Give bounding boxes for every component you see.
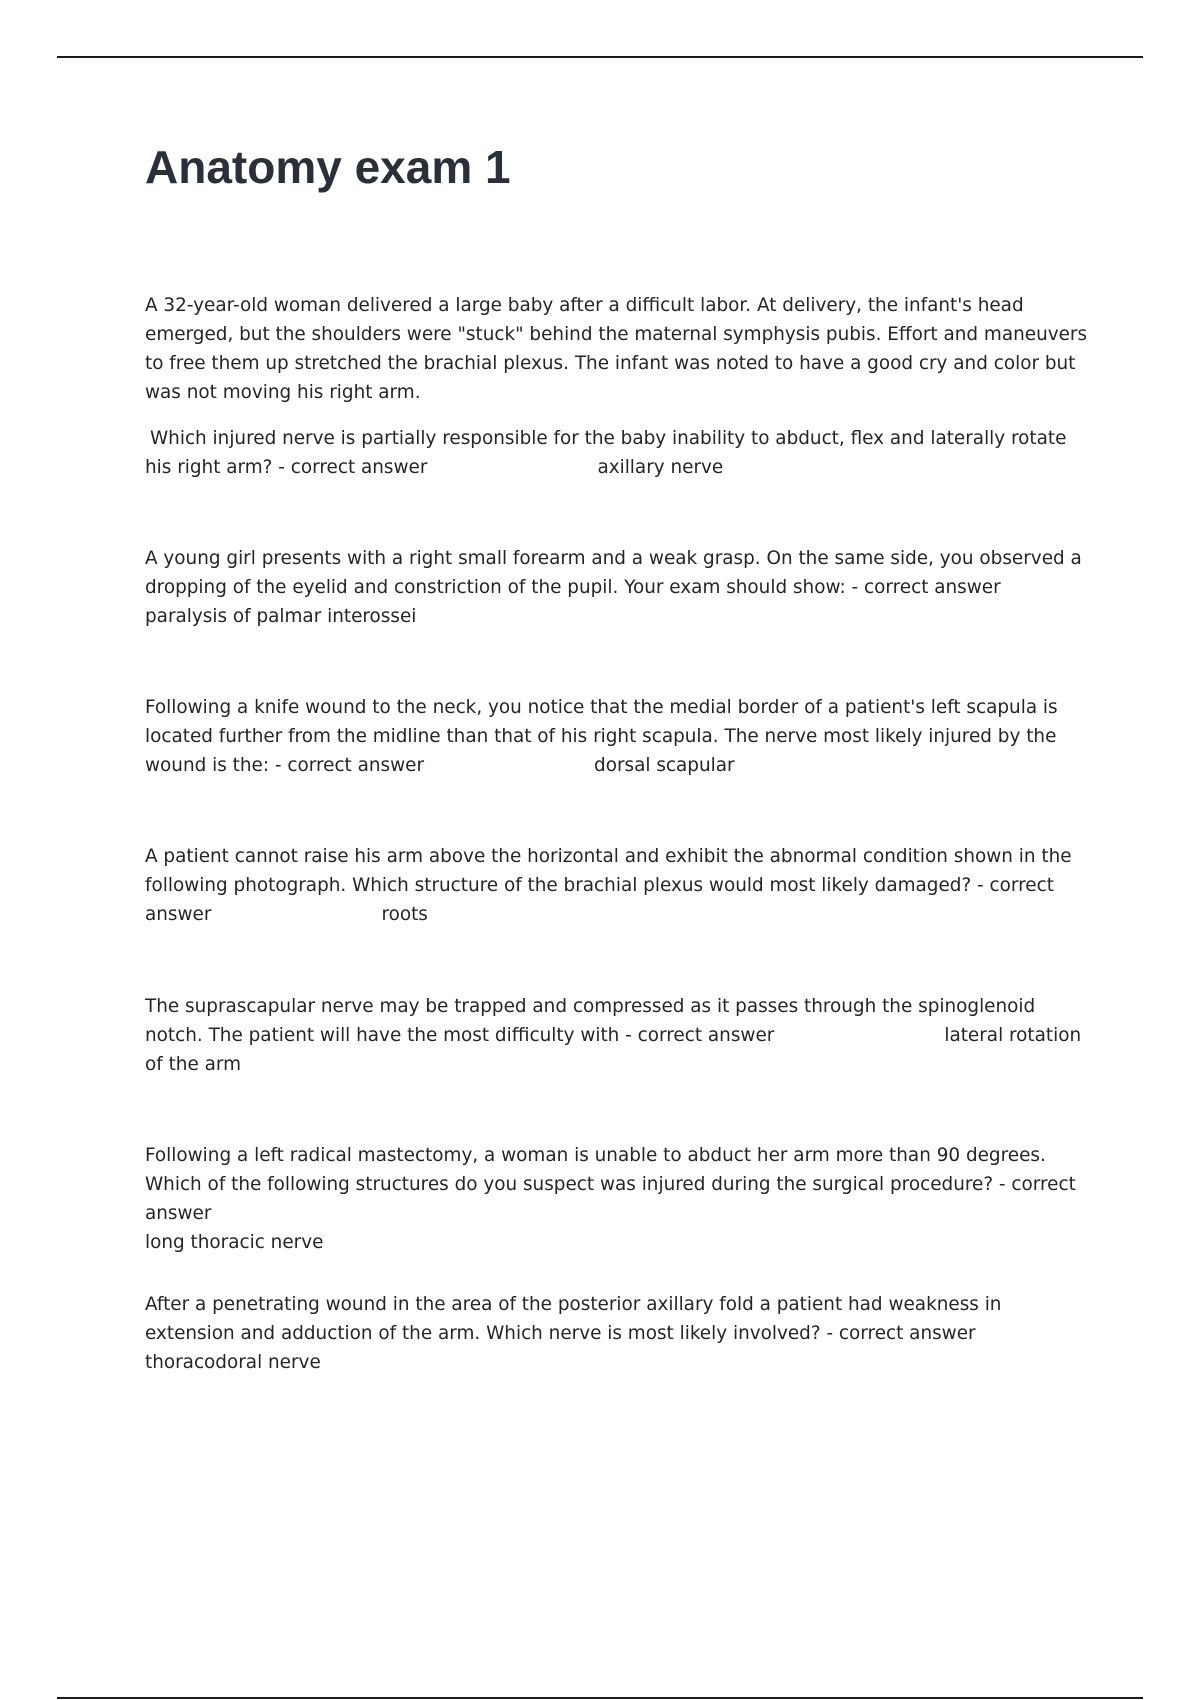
question-body: After a penetrating wound in the area of the posterior axillary fold a patient had weakness in extension and adduction of the arm. Which nerve is most likely involved? - correct answer	[145, 1294, 1002, 1344]
question-intro: A 32-year-old woman delivered a large baby after a difficult labor. At delivery, the infant's head emerged, but the shoulders were "stuck" behind the maternal symphysis pubis. Effort and maneuvers to free them up stretched the brachial plexus. The infant was noted to have a good cry and color but was not moving his right arm.	[145, 295, 1088, 403]
qa-item-2	[145, 544, 1095, 631]
question-text	[145, 842, 1095, 929]
question-text	[145, 544, 1095, 631]
answer-text: lateral rotation of the arm	[145, 1025, 1082, 1075]
answer-text: long thoracic nerve	[145, 1232, 324, 1253]
question-body: Following a knife wound to the neck, you notice that the medial border of a patient's left scapula is located further from the midline than that of his right scapula. The nerve most likely injured by the wound is the: - correct answer	[145, 697, 1058, 776]
question-body: A patient cannot raise his arm above the horizontal and exhibit the abnormal condition shown in the following photograph. Which structure of the brachial plexus would most likely damaged? - correct answer	[145, 846, 1072, 925]
question-body: A young girl presents with a right small forearm and a weak grasp. On the same side, you observed a dropping of the eyelid and constriction of the pupil. Your exam should show: - correct answer	[145, 548, 1082, 598]
qa-item-3	[145, 693, 1095, 780]
qa-item-7	[145, 1290, 1095, 1377]
question-body: Following a left radical mastectomy, a woman is unable to abduct her arm more than 90 degrees. Which of the following structures do you suspect was injured during the surgical procedure? - correct answer	[145, 1145, 1076, 1224]
answer-text: axillary nerve	[597, 457, 724, 478]
qa-item-4	[145, 842, 1095, 929]
document-title: Anatomy exam 1	[145, 141, 511, 193]
question-body: The suprascapular nerve may be trapped and compressed as it passes through the spinoglenoid notch. The patient will have the most difficulty with - correct answer	[145, 996, 1036, 1046]
answer-text: paralysis of palmar interossei	[145, 606, 417, 627]
answer-text: roots	[381, 904, 428, 925]
qa-item-6	[145, 1141, 1095, 1257]
question-text	[145, 1141, 1095, 1257]
question-text	[145, 693, 1095, 780]
top-rule	[57, 56, 1143, 58]
answer-text: thoracodoral nerve	[145, 1352, 321, 1373]
question-text	[145, 992, 1095, 1079]
qa-item-1	[145, 291, 1095, 482]
qa-item-5	[145, 992, 1095, 1079]
bottom-rule	[57, 1697, 1143, 1699]
question-text	[145, 1290, 1095, 1377]
question-text	[145, 424, 1095, 482]
question-body: Which injured nerve is partially responsible for the baby inability to abduct, flex and laterally rotate his right arm? - correct answer	[145, 428, 1067, 478]
answer-text: dorsal scapular	[594, 755, 735, 776]
